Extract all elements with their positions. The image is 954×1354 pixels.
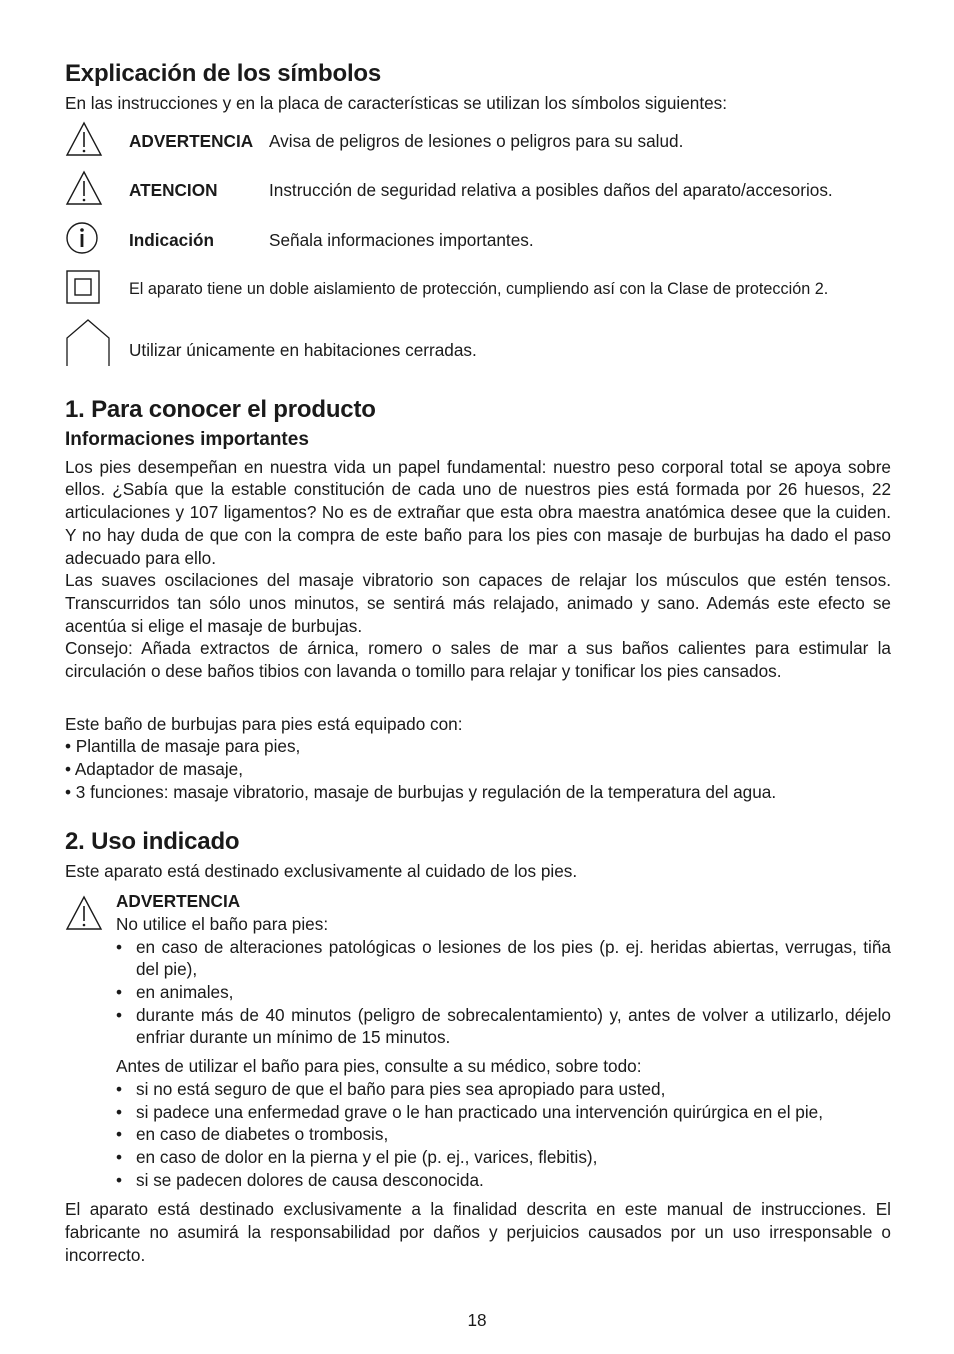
list-item: • en caso de diabetes o trombosis, xyxy=(116,1123,891,1146)
list-item: • si se padecen dolores de causa desconocida. xyxy=(116,1169,891,1192)
symbol-label: Indicación xyxy=(129,230,214,251)
list-item: • si padece una enfermedad grave o le han practicado una intervención quirúrgica en el pie, xyxy=(116,1101,891,1124)
section-2-heading: 2. Uso indicado xyxy=(65,827,240,855)
symbol-row xyxy=(65,120,891,164)
list-item: • Adaptador de masaje, xyxy=(65,759,244,780)
section-1-heading: 1. Para conocer el producto xyxy=(65,395,376,423)
equipped-list xyxy=(65,735,891,803)
warning-label: ADVERTENCIA xyxy=(116,891,241,912)
page-content xyxy=(65,58,891,1267)
symbol-label: ATENCION xyxy=(129,180,218,201)
list-item: • Plantilla de masaje para pies, xyxy=(65,736,301,757)
paragraph: Las suaves oscilaciones del masaje vibratorio son capaces de relajar los músculos que estén tensos. Transcurridos tan sólo unos minutos, se sentirá más relajado, animado y sano. Además este efecto se acentúa si elige el masaje de burbujas. xyxy=(65,570,891,636)
warning-list xyxy=(116,936,891,1050)
warning-triangle-icon xyxy=(65,169,129,212)
list-item: • durante más de 40 minutos (peligro de sobrecalentamiento) y, antes de volver a utilizarlo, déjelo enfriar durante un mínimo de 15 minutos. xyxy=(116,1004,891,1049)
list-item: • en caso de alteraciones patológicas o lesiones de los pies (p. ej. heridas abiertas, verrugas, tiña del pie), xyxy=(116,936,891,981)
info-circle-icon xyxy=(65,220,129,261)
symbol-description: Utilizar únicamente en habitaciones cerradas. xyxy=(129,340,477,361)
house-icon xyxy=(65,318,129,373)
section-1-subheading: Informaciones importantes xyxy=(65,428,309,450)
equipped-intro: Este baño de burbujas para pies está equipado con: xyxy=(65,713,463,734)
warning-triangle-icon xyxy=(65,894,103,937)
warning-block xyxy=(65,890,891,1191)
double-insulation-icon xyxy=(65,269,129,310)
symbol-label: ADVERTENCIA xyxy=(129,131,254,152)
symbol-row xyxy=(65,219,891,263)
paragraph: Los pies desempeñan en nuestra vida un papel fundamental: nuestro peso corporal total se apoya sobre ellos. ¿Sabía que la estable constitución de cada uno de nuestros pies está formada por 26 huesos, 22 articulaciones y 107 ligamentos? No es de extrañar que esta obra maestra anatómica desee que la cuiden. Y no hay duda de que con la compra de este baño para los pies con masaje de burbujas ha dado el paso adecuado para ello. xyxy=(65,456,891,568)
symbol-row xyxy=(65,268,891,312)
symbols-intro: En las instrucciones y en la placa de características se utilizan los símbolos siguientes: xyxy=(65,93,728,113)
list-item: • en animales, xyxy=(116,981,891,1004)
symbol-row xyxy=(65,318,891,374)
symbol-row xyxy=(65,169,891,213)
consult-list xyxy=(116,1078,891,1192)
warning-triangle-icon xyxy=(65,120,129,163)
paragraph: Consejo: Añada extractos de árnica, romero o sales de mar a sus baños calientes para estimular la circulación o dese baños tibios con lavanda o tomillo para relajar y tonificar los pies cansados. xyxy=(65,638,891,682)
consult-intro: Antes de utilizar el baño para pies, consulte a su médico, sobre todo: xyxy=(116,1056,642,1077)
closing-paragraph: El aparato está destinado exclusivamente a la finalidad descrita en este manual de instrucciones. El fabricante no asumirá la responsabilidad por daños y perjuicios causados por un uso irresponsable o incorrecto. xyxy=(65,1199,891,1265)
list-item: • en caso de dolor en la pierna y el pie (p. ej., varices, flebitis), xyxy=(116,1146,891,1169)
warning-intro: No utilice el baño para pies: xyxy=(116,913,329,934)
list-item: • si no está seguro de que el baño para pies sea apropiado para usted, xyxy=(116,1078,891,1101)
symbol-description: Instrucción de seguridad relativa a posibles daños del aparato/accesorios. xyxy=(269,180,833,201)
symbols-heading: Explicación de los símbolos xyxy=(65,60,382,87)
symbol-description: Señala informaciones importantes. xyxy=(269,230,534,251)
symbol-description: Avisa de peligros de lesiones o peligros para su salud. xyxy=(269,131,684,152)
list-item: • 3 funciones: masaje vibratorio, masaje de burbujas y regulación de la temperatura del agua. xyxy=(65,781,777,802)
symbol-description: El aparato tiene un doble aislamiento de protección, cumpliendo así con la Clase de protección 2. xyxy=(129,280,829,299)
page-number: 18 xyxy=(467,1310,487,1330)
section-2-intro: Este aparato está destinado exclusivamente al cuidado de los pies. xyxy=(65,860,578,881)
